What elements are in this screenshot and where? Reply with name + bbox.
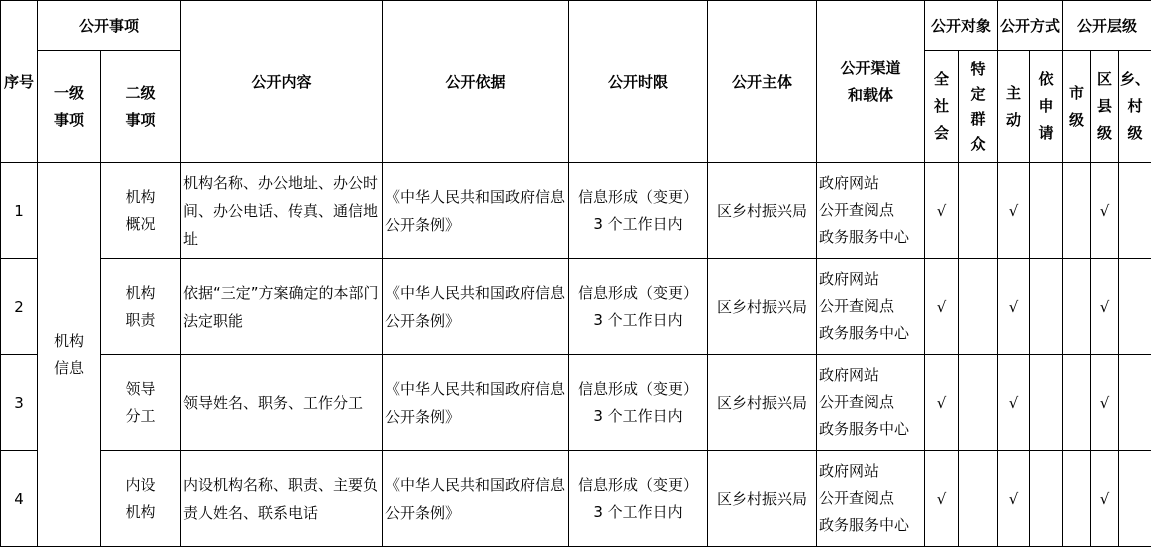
- table-row: [1, 259, 1151, 355]
- content-cell: 内设机构名称、职责、主要负责人姓名、联系电话: [181, 451, 383, 547]
- content-cell: 领导姓名、职务、工作分工: [181, 355, 383, 451]
- basis-cell: 《中华人民共和国政府信息公开条例》: [383, 355, 569, 451]
- subject-cell: 区乡村振兴局: [708, 451, 817, 547]
- check-level-county: √: [1091, 355, 1119, 451]
- table-row: [1, 163, 1151, 259]
- table-row: [1, 355, 1151, 451]
- header-level-village: 乡、 村 级: [1119, 51, 1151, 163]
- check-level-village: [1119, 259, 1151, 355]
- check-level-county: √: [1091, 451, 1119, 547]
- check-target-specific: [959, 163, 998, 259]
- time-limit-cell: 信息形成（变更） 3 个工作日内: [569, 259, 708, 355]
- channel-cell: 政府网站 公开查阅点 政务服务中心: [817, 355, 925, 451]
- level2-cell: 领导 分工: [101, 355, 181, 451]
- header-level-city: 市 级: [1063, 51, 1091, 163]
- basis-cell: 《中华人民共和国政府信息公开条例》: [383, 451, 569, 547]
- header-level1: 一级 事项: [38, 51, 101, 163]
- row-seq: 3: [1, 355, 38, 451]
- row-seq: 2: [1, 259, 38, 355]
- check-level-city: [1063, 163, 1091, 259]
- row-seq: 4: [1, 451, 38, 547]
- header-basis: 公开依据: [383, 1, 569, 163]
- check-target-specific: [959, 259, 998, 355]
- check-level-village: [1119, 355, 1151, 451]
- header-content: 公开内容: [181, 1, 383, 163]
- header-matters: 公开事项: [38, 1, 181, 51]
- check-method-active: √: [998, 451, 1030, 547]
- check-method-apply: [1030, 163, 1063, 259]
- channel-cell: 政府网站 公开查阅点 政务服务中心: [817, 163, 925, 259]
- subject-cell: 区乡村振兴局: [708, 259, 817, 355]
- check-method-apply: [1030, 451, 1063, 547]
- subject-cell: 区乡村振兴局: [708, 355, 817, 451]
- level1-cell: 机构 信息: [38, 163, 101, 547]
- table-row: [1, 451, 1151, 547]
- header-method-active: 主 动: [998, 51, 1030, 163]
- header-target-specific: 特 定 群 众: [959, 51, 998, 163]
- check-target-all: √: [925, 259, 959, 355]
- check-level-city: [1063, 451, 1091, 547]
- check-target-specific: [959, 355, 998, 451]
- header-target-all: 全 社 会: [925, 51, 959, 163]
- header-level2: 二级 事项: [101, 51, 181, 163]
- check-level-city: [1063, 259, 1091, 355]
- header-method: 公开方式: [998, 1, 1063, 51]
- header-target: 公开对象: [925, 1, 998, 51]
- subject-cell: 区乡村振兴局: [708, 163, 817, 259]
- check-method-apply: [1030, 355, 1063, 451]
- level2-cell: 机构 职责: [101, 259, 181, 355]
- check-level-village: [1119, 163, 1151, 259]
- header-time-limit: 公开时限: [569, 1, 708, 163]
- check-level-county: √: [1091, 163, 1119, 259]
- level2-cell: 机构 概况: [101, 163, 181, 259]
- channel-cell: 政府网站 公开查阅点 政务服务中心: [817, 451, 925, 547]
- check-target-all: √: [925, 451, 959, 547]
- check-level-county: √: [1091, 259, 1119, 355]
- time-limit-cell: 信息形成（变更） 3 个工作日内: [569, 355, 708, 451]
- time-limit-cell: 信息形成（变更） 3 个工作日内: [569, 163, 708, 259]
- header-seq: 序号: [1, 1, 38, 163]
- check-method-apply: [1030, 259, 1063, 355]
- basis-cell: 《中华人民共和国政府信息公开条例》: [383, 259, 569, 355]
- header-level: 公开层级: [1063, 1, 1151, 51]
- check-method-active: √: [998, 259, 1030, 355]
- check-target-specific: [959, 451, 998, 547]
- level2-cell: 内设 机构: [101, 451, 181, 547]
- header-level-county: 区 县 级: [1091, 51, 1119, 163]
- check-target-all: √: [925, 163, 959, 259]
- check-target-all: √: [925, 355, 959, 451]
- check-method-active: √: [998, 163, 1030, 259]
- header-subject: 公开主体: [708, 1, 817, 163]
- check-level-village: [1119, 451, 1151, 547]
- content-cell: 依据“三定”方案确定的本部门法定职能: [181, 259, 383, 355]
- check-level-city: [1063, 355, 1091, 451]
- content-cell: 机构名称、办公地址、办公时间、办公电话、传真、通信地址: [181, 163, 383, 259]
- basis-cell: 《中华人民共和国政府信息公开条例》: [383, 163, 569, 259]
- table-body: [1, 163, 1151, 547]
- header-method-apply: 依 申 请: [1030, 51, 1063, 163]
- time-limit-cell: 信息形成（变更） 3 个工作日内: [569, 451, 708, 547]
- row-seq: 1: [1, 163, 38, 259]
- channel-cell: 政府网站 公开查阅点 政务服务中心: [817, 259, 925, 355]
- header-channel: 公开渠道 和载体: [817, 1, 925, 163]
- check-method-active: √: [998, 355, 1030, 451]
- table-header: [1, 1, 1151, 163]
